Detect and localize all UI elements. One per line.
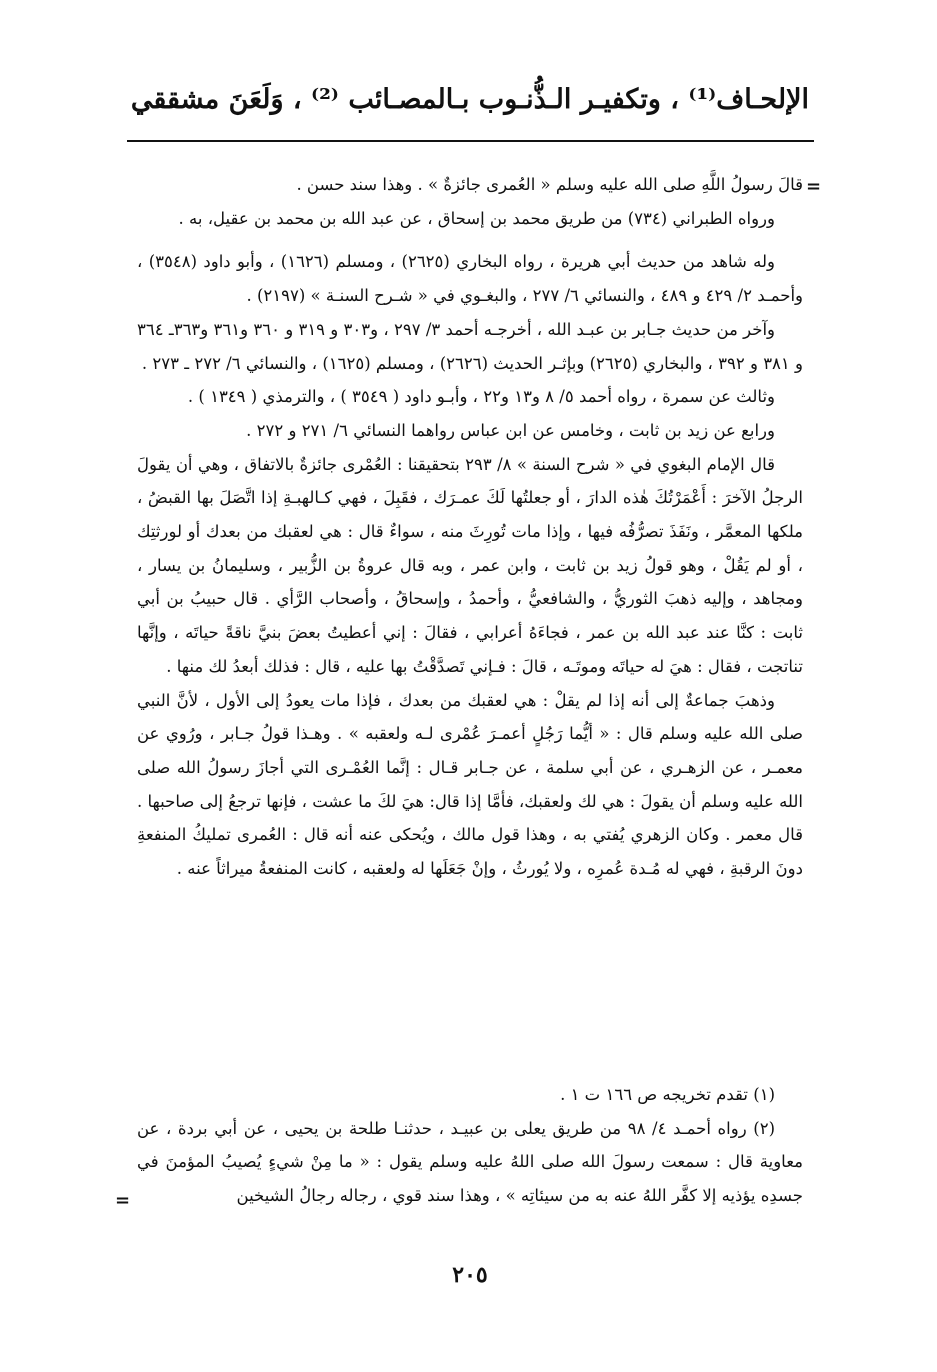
main-text: [137, 168, 803, 886]
page-number: ٢٠٥: [452, 1262, 488, 1288]
footnote: (٢) رواه أحمـد ٤/ ٩٨ من طريق يعلى بن عبيـد ، حدثنـا طلحة بن يحيى ، عن أبي بردة ، عن معاوية قال : سمعت رسولَ الله صلى اللهُ عليه وسلم يقول : « ما مِنْ شيءٍ يُصيبُ المؤمنَ في جسدِه يؤذيه إلا كفَّر اللهُ عنه به من سيئاتِه » ، وهذا سند قوي ، رجاله رجالُ الشيخين: [137, 1118, 803, 1205]
paragraph: وله شاهد من حديث أبي هريرة ، رواه البخاري (٢٦٢٥) ، ومسلم (١٦٢٦) ، وأبو داود (٣٥٤٨) ، وأحمـد ٢/ ٤٢٩ و ٤٨٩ ، والنسائي ٦/ ٢٧٧ ، والبغـوي في « شـرح السنـة » (٢١٩٧) .: [137, 252, 803, 306]
paragraph: ورواه الطبراني (٧٣٤) من طريق محمد بن إسحاق ، عن عبد الله بن محمد بن عقيل، به .: [178, 208, 775, 228]
running-header: الإلحـاف⁽¹⁾ ، وتكفيـر الـذُّنـوب بـالمصـائب ⁽²⁾ ، وَلَعَنَ مشققي: [130, 84, 809, 115]
paragraph: قالَ رسولُ اللَّهِ صلى الله عليه وسلم « العُمرى جائزةٌ » . وهذا سند حسن .: [296, 175, 803, 194]
footnote: (١) تقدم تخريجه ص ١٦٦ ت ١ .: [560, 1085, 775, 1104]
paragraph: وذهبَ جماعةٌ إلى أنه إذا لم يقلْ : هي لعقبك من بعدك ، فإذا مات يعودُ إلى الأول ، لأنَّ النبي صلى الله عليه وسلم قال : « أيُّما رَجُلٍ أعمـرَ عُمْرى لـه ولعقبه » . وهـذا قولُ جـابر ، ورُوي عن معمـر ، عن الزهـري ، عن أبي سلمة ، عن جـابر قـال : إنَّما العُمْـرى التي أجازَ رسولُ الله صلى الله عليه وسلم أن يقولَ : هي لك ولعقبك، فأمَّا إذا قال: هيَ لكَ ما عشت ، فإنها ترجعُ إلى صاحبها . قال معمر . وكان الزهري يُفتي به ، وهذا قول مالك ، ويُحكى عنه أنه قال : العُمرى تمليكُ المنفعةِ دونَ الرقبةِ ، فهي له مُـدة عُمرِه ، ولا يُورثُ ، وإنْ جَعَلَها له ولعقبه ، كانت المنفعةُ ميراثاً عنه .: [137, 690, 803, 879]
continuation-mark-start: =: [806, 176, 822, 197]
paragraph: قال الإمام البغوي في « شرح السنة » ٨/ ٢٩٣ بتحقيقنا : العُمْرى جائزةٌ بالاتفاق ، وهي أن يقولَ الرجلُ الآخرَ : أَعْمَرْتُكَ هٰذه الدارَ ، أو جعلتُها لَكَ عمـرَك ، فقَبِلَ ، فهي كـالهبـةِ إذا اتَّصَلَ بها القبضُ ، ملكها المعمَّر ، ونَفَذَ تصرُّفُه فيها ، وإذا مات تُورِثَ منه ، سواءٌ قال : هي لعقبك من بعدك أو لورثتِك ، أو لم يَقُلْ ، وهو قولُ زيد بن ثابت ، وابن عمر ، وبه قال عروةُ بن الزُّبير ، وسليمانُ بن يسار ، ومجاهد ، وإليه ذهبَ الثوريُّ ، والشافعيُّ ، وأحمدُ ، وإسحاقُ ، وأصحاب الرَّأي . قال حبيبُ بن أبي ثابت : كنَّا عند عبد الله بن عمر ، فجاءَهُ أعرابي ، فقالَ : إني أعطيتُ بعضَ بنيَّ ناقةً حياتَه ، وإنَّها تناتجت ، فقال : هيَ له حياتَه وموتَـه ، قالَ : فـإني تَصدَّقْتُ بها عليه ، قال : فذلك أبعدُ لك منها .: [137, 454, 803, 676]
continuation-mark-end: =: [115, 1190, 131, 1211]
footnotes: [137, 1078, 803, 1212]
paragraph: وآخر من حديث جـابر بن عبـد الله ، أخرجـه أحمد ٣/ ٢٩٧ ، و٣٠٣ و ٣١٩ و ٣٦٠ و٣٦١ و٣٦٣ـ ٣٦٤ و ٣٨١ و ٣٩٢ ، والبخاري (٢٦٢٥) وبإثـر الحديث (٢٦٢٦) ، ومسلم (١٦٢٥) ، والنسائي ٦/ ٢٧٢ ـ ٢٧٣ .: [137, 319, 803, 373]
header-rule: [127, 140, 814, 142]
paragraph: ورابع عن زيد بن ثابت ، وخامس عن ابن عباس رواهما النسائي ٦/ ٢٧١ و ٢٧٢ .: [246, 420, 775, 440]
paragraph: وثالث عن سمرة ، رواه أحمد ٥/ ٨ و١٣ و٢٢ ، وأبـو داود ( ٣٥٤٩ ) ، والترمذي ( ١٣٤٩ ) .: [187, 387, 775, 407]
